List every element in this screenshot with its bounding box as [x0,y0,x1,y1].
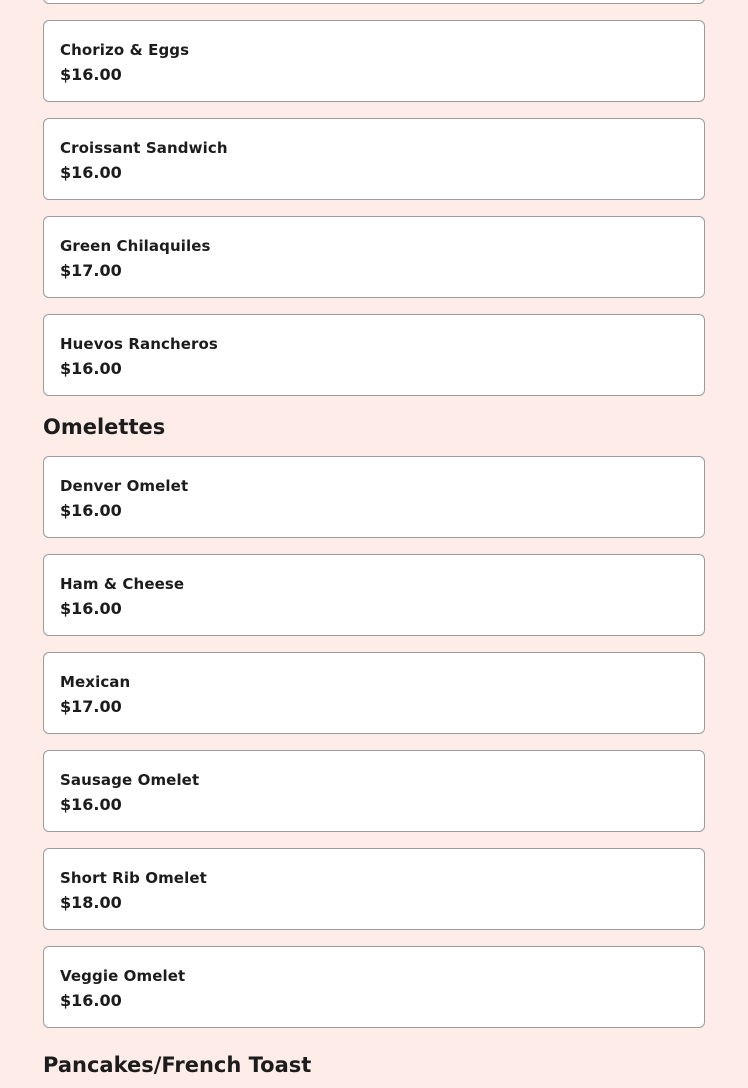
menu-item-price: $16.00 [60,599,122,618]
menu-item-name: Huevos Rancheros [60,335,218,353]
menu-item-name: Short Rib Omelet [60,869,207,887]
section-heading: Omelettes [43,415,166,439]
menu-item-card[interactable] [43,118,705,200]
menu-item-name: Veggie Omelet [60,967,186,985]
section-heading: Pancakes/French Toast [43,1053,312,1077]
menu-item-card[interactable] [43,652,705,734]
menu-item-card[interactable] [43,20,705,102]
menu-item-card[interactable] [43,456,705,538]
menu-item-name: Ham & Cheese [60,575,185,593]
menu-item-price: $17.00 [60,261,122,280]
menu-item-price: $16.00 [60,501,122,520]
menu-item-name: Mexican [60,673,131,691]
menu-item-card[interactable] [43,554,705,636]
menu-item-price: $16.00 [60,359,122,378]
menu-item-card[interactable] [43,0,705,4]
menu-item-price: $16.00 [60,65,122,84]
menu-item-price: $18.00 [60,893,122,912]
menu-item-name: Denver Omelet [60,477,189,495]
menu-item-card[interactable] [43,216,705,298]
menu-item-name: Sausage Omelet [60,771,200,789]
menu-item-price: $17.00 [60,697,122,716]
menu-item-card[interactable] [43,946,705,1028]
menu-list [43,0,705,1088]
menu-item-price: $16.00 [60,991,122,1010]
menu-item-name: Croissant Sandwich [60,139,228,157]
menu-item-price: $16.00 [60,795,122,814]
menu-item-price: $16.00 [60,163,122,182]
menu-item-card[interactable] [43,848,705,930]
menu-item-name: Green Chilaquiles [60,237,211,255]
menu-item-name: Chorizo & Eggs [60,41,190,59]
menu-item-card[interactable] [43,750,705,832]
menu-item-card[interactable] [43,314,705,396]
